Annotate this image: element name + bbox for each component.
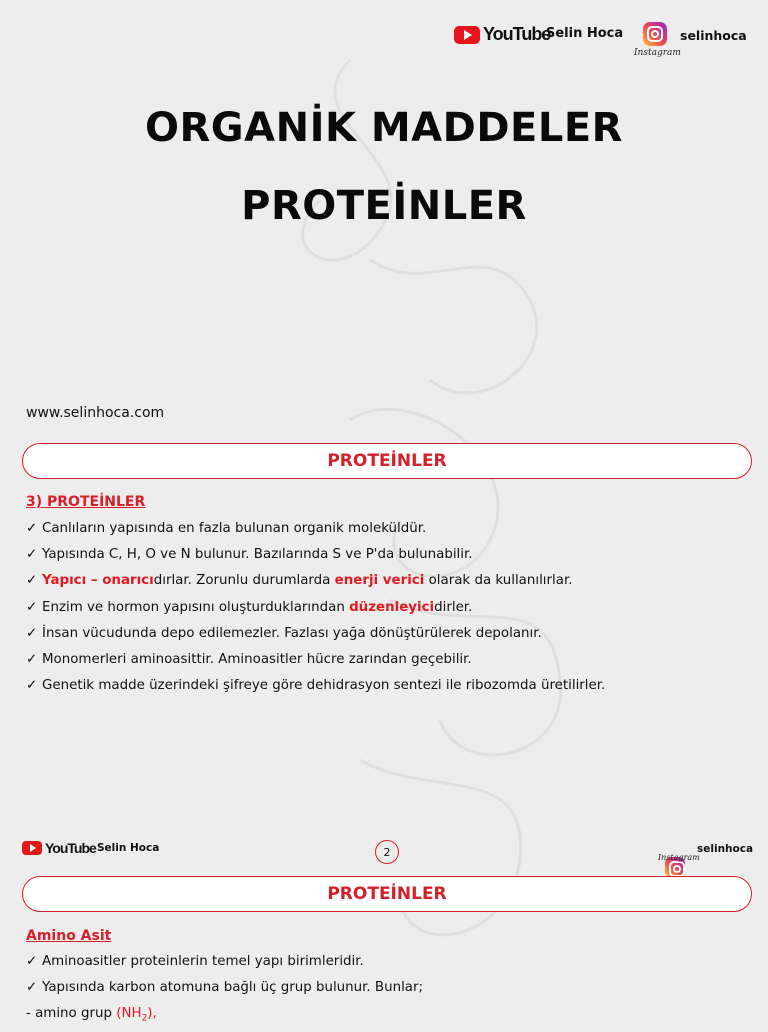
watermark-signature xyxy=(230,0,690,1024)
section-banner-2 xyxy=(22,876,752,912)
formula-text: $(NH_2)$, xyxy=(116,1006,157,1025)
instagram-handle-small[interactable]: selinhoca xyxy=(697,843,754,855)
check-icon: ✓ xyxy=(26,625,38,641)
section-heading: 3) PROTEİNLER xyxy=(26,494,146,510)
section-banner-title: PROTEİNLER xyxy=(327,451,447,471)
check-icon: ✓ xyxy=(26,599,38,615)
list-item: ✓ İnsan vücudunda depo edilemezler. Fazlası yağa dönüştürülerek depolanır. xyxy=(26,621,746,647)
list-item: ✓ Enzim ve hormon yapısını oluşturduklarından düzenleyicidirler. xyxy=(26,595,746,621)
list-item: ✓ Monomerleri aminoasittir. Aminoasitler hücre zarından geçebilir. xyxy=(26,647,746,673)
youtube-icon xyxy=(454,26,480,44)
youtube-wordmark: YouTube xyxy=(483,24,551,44)
youtube-icon xyxy=(22,841,42,855)
section-banner-title: PROTEİNLER xyxy=(327,884,447,904)
list-item-partial: - amino grup $(NH_2)$, xyxy=(26,1006,157,1025)
instagram-handle[interactable]: selinhoca xyxy=(680,28,747,43)
check-icon: ✓ xyxy=(26,980,38,996)
youtube-logo-small[interactable] xyxy=(22,840,96,856)
website-link[interactable]: www.selinhoca.com xyxy=(26,405,165,421)
list-item: ✓ Genetik madde üzerindeki şifreye göre dehidrasyon sentezi ile ribozomda üretilirler. xyxy=(26,673,746,699)
instagram-caption: Instagram xyxy=(634,48,681,58)
check-icon: ✓ xyxy=(26,547,38,563)
list-item: ✓ Yapısında karbon atomuna bağlı üç grup bulunur. Bunlar; xyxy=(26,975,746,1001)
section-banner xyxy=(22,443,752,479)
check-icon: ✓ xyxy=(26,521,38,536)
check-icon: ✓ xyxy=(26,573,38,589)
list-item: ✓ Canlıların yapısında en fazla bulunan organik moleküldür. xyxy=(26,516,746,542)
highlight-text: Yapıcı – onarıcı xyxy=(42,573,154,589)
instagram-icon[interactable] xyxy=(643,22,667,46)
check-icon: ✓ xyxy=(26,651,38,667)
bullet-list-2 xyxy=(26,949,746,1028)
bullet-list xyxy=(26,516,746,699)
instagram-caption-small: Instagram xyxy=(658,853,700,862)
channel-name: Selin Hoca xyxy=(546,26,624,41)
list-item: ✓ Yapısında C, H, O ve N bulunur. Bazılarında S ve P'da bulunabilir. xyxy=(26,542,746,568)
page-title-line1: ORGANİK MADDELER xyxy=(145,105,623,151)
highlight-text: düzenleyici xyxy=(349,599,435,615)
section-heading-2: Amino Asit xyxy=(26,928,112,944)
channel-name-small: Selin Hoca xyxy=(97,842,160,854)
list-item: ✓ Aminoasitler proteinlerin temel yapı birimleridir. xyxy=(26,949,746,975)
page-title-line2: PROTEİNLER xyxy=(241,183,527,229)
youtube-logo[interactable] xyxy=(454,24,550,45)
check-icon: ✓ xyxy=(26,954,38,969)
youtube-wordmark: YouTube xyxy=(45,840,96,856)
check-icon: ✓ xyxy=(26,678,38,694)
highlight-text: enerji verici xyxy=(334,573,425,589)
list-item: ✓ Yapıcı – onarıcıdırlar. Zorunlu durumlarda enerji verici olarak da kullanılırlar. xyxy=(26,568,746,594)
page-number: 2 xyxy=(375,840,399,864)
